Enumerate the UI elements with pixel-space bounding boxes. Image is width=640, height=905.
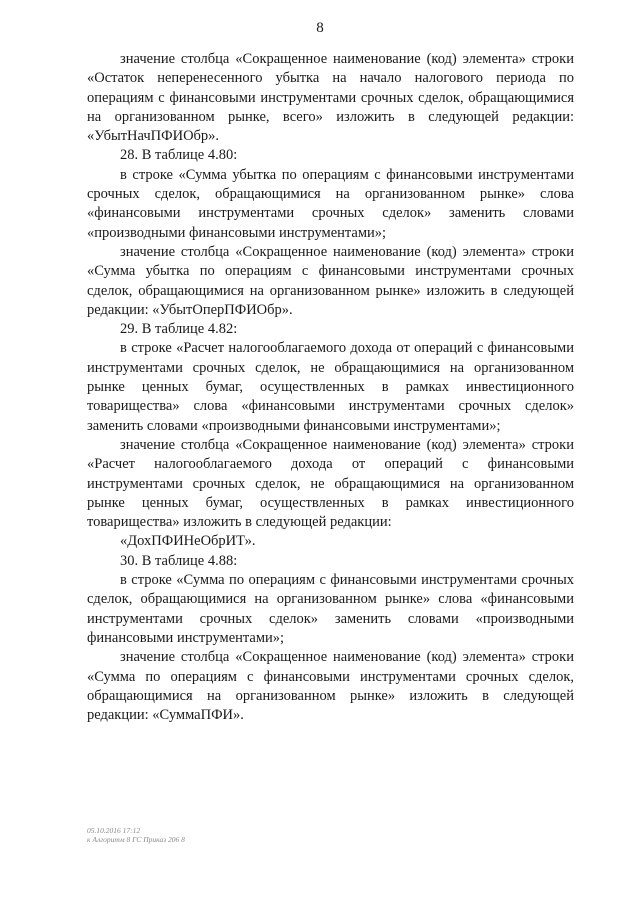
paragraph: «ДохПФИНеОбрИТ». bbox=[120, 533, 256, 550]
paragraph: значение столбца «Сокращенное наименование (код) элемента» строки «Расчет налогооблагаемого дохода от операций с финансовыми инструментами срочных сделок, не обращающимися на организованном рынке ценных бумаг, осуществленных в рамках инвестиционного товарищества» изложить в следующей редакции: bbox=[87, 436, 574, 531]
paragraph: 30. В таблице 4.88: bbox=[120, 552, 238, 569]
paragraph: в строке «Расчет налогооблагаемого дохода от операций с финансовыми инструментами срочных сделок, не обращающимися на организованном рынке ценных бумаг, осуществленных в рамках инвестиционного товарищества» слова «финансовыми инструментами срочных сделок» заменить словами «производными финансовыми инструментами»; bbox=[87, 340, 574, 434]
footer-path: к Алгоритм 8 ГС Приказ 206 8 bbox=[87, 835, 185, 844]
paragraph: значение столбца «Сокращенное наименование (код) элемента» строки «Остаток неперенесенного убытка на начало налогового периода по операциям с финансовыми инструментами срочных сделок, обращающимися на организованном рынке, всего» изложить в следующей редакции: «УбытНачПФИОбр». bbox=[87, 51, 574, 145]
document-body bbox=[87, 50, 574, 725]
footer-timestamp: 05.10.2016 17:12 bbox=[87, 826, 141, 835]
paragraph: значение столбца «Сокращенное наименование (код) элемента» строки «Сумма убытка по операциям с финансовыми инструментами срочных сделок, обращающимися на организованном рынке» изложить в следующей редакции: «УбытОперПФИОбр». bbox=[87, 243, 574, 318]
paragraph: значение столбца «Сокращенное наименование (код) элемента» строки «Сумма по операциям с финансовыми инструментами срочных сделок, обращающимися на организованном рынке» изложить в следующей редакции: «СуммаПФИ». bbox=[87, 649, 574, 724]
paragraph: 28. В таблице 4.80: bbox=[120, 147, 238, 164]
paragraph: в строке «Сумма по операциям с финансовыми инструментами срочных сделок, обращающимися на организованном рынке» слова «финансовыми инструментами срочных сделок» заменить словами «производными финансовыми инструментами»; bbox=[87, 572, 574, 646]
document-footer bbox=[87, 826, 185, 844]
page-number: 8 bbox=[316, 20, 324, 36]
paragraph: 29. В таблице 4.82: bbox=[120, 321, 238, 338]
paragraph: в строке «Сумма убытка по операциям с финансовыми инструментами срочных сделок, обращающимися на организованном рынке» слова «финансовыми инструментами срочных сделок» заменить словами «производными финансовыми инструментами»; bbox=[87, 166, 574, 241]
